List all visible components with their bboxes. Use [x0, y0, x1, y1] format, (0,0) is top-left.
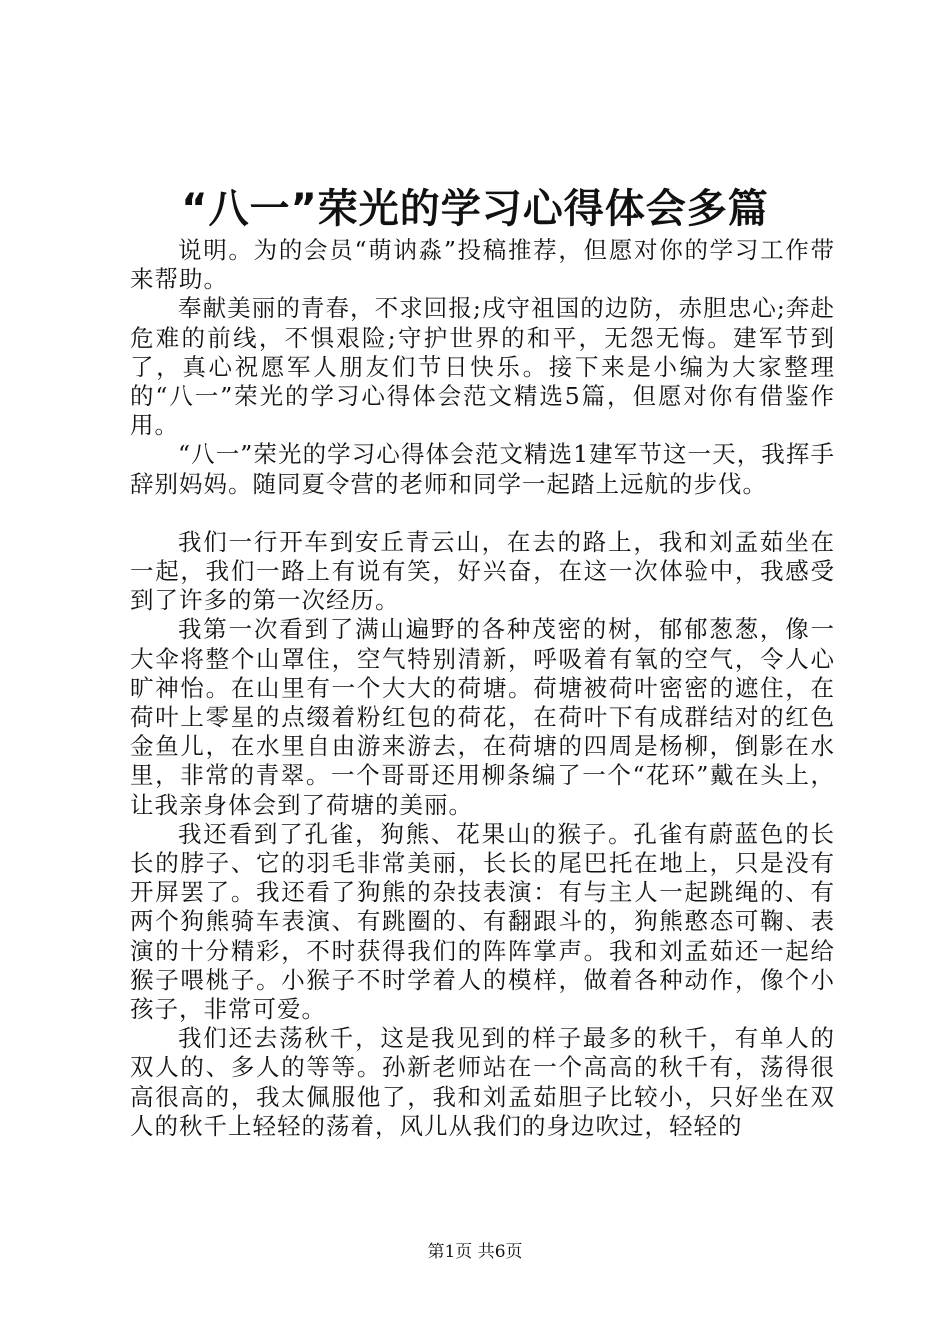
document-body	[130, 236, 835, 1141]
page-footer: 第1页 共6页	[427, 1242, 523, 1262]
paragraph: 我们一行开车到安丘青云山，在去的路上，我和刘孟茹坐在一起，我们一路上有说有笑，好兴奋，在这一次体验中，我感受到了许多的第一次经历。	[130, 527, 835, 615]
paragraph: 我第一次看到了满山遍野的各种茂密的树，郁郁葱葱，像一大伞将整个山罩住，空气特别清新，呼吸着有氧的空气，令人心旷神怡。在山里有一个大大的荷塘。荷塘被荷叶密密的遮住，在荷叶上零星的点缀着粉红包的荷花，在荷叶下有成群结对的红色金鱼儿，在水里自由游来游去，在荷塘的四周是杨柳，倒影在水里，非常的青翠。一个哥哥还用柳条编了一个“花环”戴在头上，让我亲身体会到了荷塘的美丽。	[130, 615, 835, 819]
paragraph: 说明。为的会员“萌讷淼”投稿推荐，但愿对你的学习工作带来帮助。	[130, 236, 835, 294]
paragraph: “八一”荣光的学习心得体会范文精选1建军节这一天，我挥手辞别妈妈。随同夏令营的老师和同学一起踏上远航的步伐。	[130, 440, 835, 498]
paragraph: 奉献美丽的青春，不求回报;戌守祖国的边防，赤胆忠心;奔赴危难的前线，不惧艰险;守护世界的和平，无怨无悔。建军节到了，真心祝愿军人朋友们节日快乐。接下来是小编为大家整理的“八一”荣光的学习心得体会范文精选5篇，但愿对你有借鉴作用。	[130, 294, 835, 440]
paragraph: 我还看到了孔雀，狗熊、花果山的猴子。孔雀有蔚蓝色的长长的脖子、它的羽毛非常美丽，长长的尾巴托在地上，只是没有开屏罢了。我还看了狗熊的杂技表演：有与主人一起跳绳的、有两个狗熊骑车表演、有跳圈的、有翻跟斗的，狗熊憨态可鞠、表演的十分精彩，不时获得我们的阵阵掌声。我和刘孟茹还一起给猴子喂桃子。小猴子不时学着人的模样，做着各种动作，像个小孩子，非常可爱。	[130, 819, 835, 1024]
paragraph: 我们还去荡秋千，这是我见到的样子最多的秋千，有单人的双人的、多人的等等。孙新老师站在一个高高的秋千有，荡得很高很高的，我太佩服他了，我和刘孟茹胆子比较小，只好坐在双人的秋千上轻轻的荡着，风儿从我们的身边吹过，轻轻的	[130, 1024, 835, 1140]
document-title: “八一”荣光的学习心得体会多篇	[181, 186, 769, 232]
